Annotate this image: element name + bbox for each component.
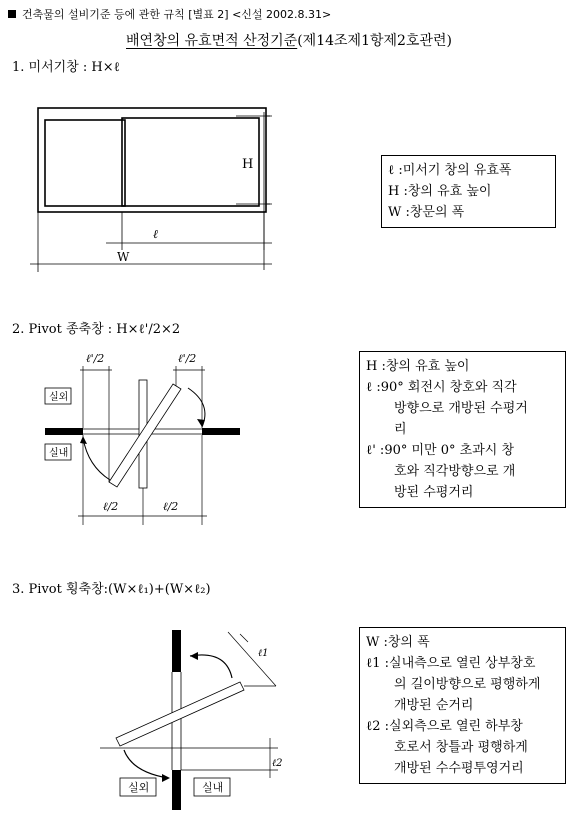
sliding-window-diagram <box>0 90 330 280</box>
dim-lp-left: ℓ'/2 <box>86 352 105 365</box>
title-ref: (제14조제1항제2호관련) <box>297 33 452 49</box>
legend-row: ℓ' : 90° 미만 0° 초과시 창 <box>366 443 515 458</box>
left-pane <box>45 120 125 206</box>
dim-l-left: ℓ/2 <box>103 500 119 513</box>
legend-row: ℓ : 90° 회전시 창호와 직각 <box>366 380 517 395</box>
legend-row: W : 창의 폭 <box>366 635 430 650</box>
legend-row: ℓ : 미서기 창의 유효폭 <box>388 163 512 178</box>
page-title <box>0 30 578 50</box>
regulation-header-text: 건축물의 설비기준 등에 관한 규칙 [별표 2] <신설 2002.8.31> <box>22 8 332 21</box>
wall-right <box>202 428 240 435</box>
wall-top <box>172 630 181 672</box>
dim-lp-right: ℓ'/2 <box>178 352 197 365</box>
legend-continuation: 리 <box>394 422 407 437</box>
sash-rotated <box>116 682 244 746</box>
legend-continuation: 개방된 수수평투영거리 <box>394 761 524 776</box>
legend-row: H : 창의 유효 높이 <box>388 184 492 199</box>
section-3-legend <box>359 627 566 784</box>
dim-l1: ℓ1 <box>258 648 269 659</box>
label-inside: 실내 <box>49 448 69 459</box>
wall-left <box>45 428 83 435</box>
section-2-heading: 2. Pivot 종축창 : H×ℓ'/2×2 <box>12 322 181 337</box>
dim-width-label: W <box>117 250 130 264</box>
bullet-square-icon <box>8 10 16 18</box>
dim-height-label: H <box>242 157 254 172</box>
vertical-pivot-diagram <box>0 340 330 540</box>
dim-l-right: ℓ/2 <box>163 500 179 513</box>
label-inside: 실내 <box>202 781 224 794</box>
section-2-legend <box>359 351 566 508</box>
legend-continuation: 호와 직각방향으로 개 <box>394 464 516 479</box>
label-outside: 실외 <box>49 392 69 403</box>
legend-continuation: 호로서 창틀과 평행하게 <box>394 740 528 755</box>
wall-bottom <box>172 770 181 810</box>
section-1-heading: 1. 미서기창 : H×ℓ <box>12 60 120 75</box>
legend-continuation: 방된 수평거리 <box>394 485 474 500</box>
legend-continuation: 의 길이방향으로 평행하게 <box>394 677 541 692</box>
legend-continuation: 방향으로 개방된 수평거 <box>394 401 528 416</box>
right-pane <box>122 118 259 206</box>
legend-row: ℓ1 : 실내측으로 열린 상부창호 <box>366 656 536 671</box>
legend-row: W : 창문의 폭 <box>388 205 465 220</box>
horizontal-pivot-diagram <box>0 620 330 820</box>
legend-row: ℓ2 : 실외측으로 열린 하부창 <box>366 719 523 734</box>
section-3-heading: 3. Pivot 횡축창:(W×ℓ₁)+(W×ℓ₂) <box>12 582 211 597</box>
legend-continuation: 개방된 순거리 <box>394 698 474 713</box>
label-outside: 실외 <box>128 781 150 794</box>
dim-l2: ℓ2 <box>272 758 283 769</box>
dim-length-label: ℓ <box>153 227 158 241</box>
title-main: 배연창의 유효면적 산정기준 <box>126 33 298 49</box>
legend-row: H : 창의 유효 높이 <box>366 359 470 374</box>
outer-frame <box>38 108 266 212</box>
regulation-header <box>8 6 331 22</box>
section-1-legend <box>381 155 556 228</box>
